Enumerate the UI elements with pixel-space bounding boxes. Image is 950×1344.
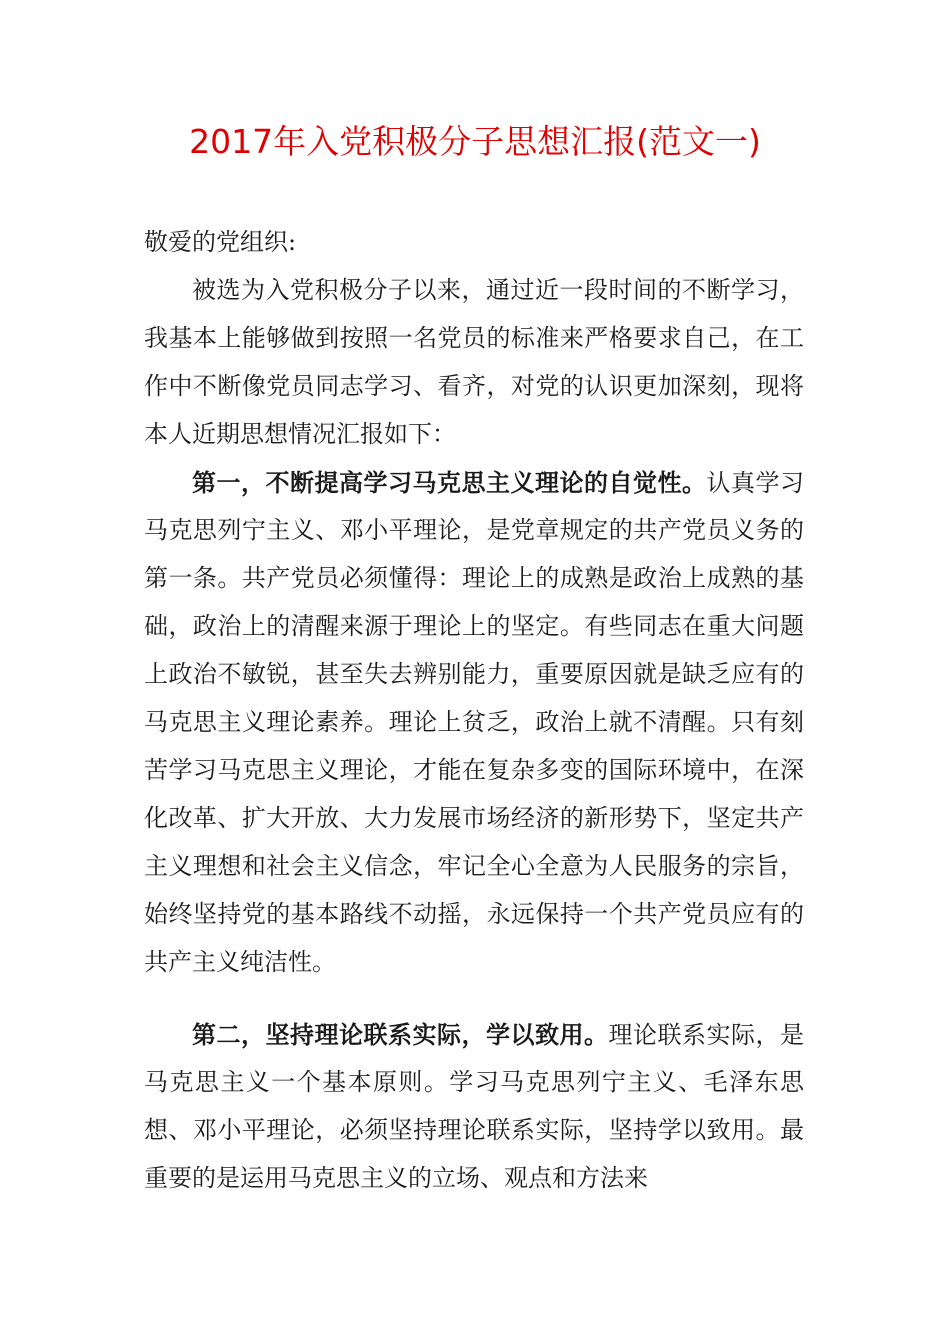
- paragraph-point-two: [144, 1011, 804, 1204]
- salutation: 敬爱的党组织:: [144, 228, 297, 256]
- paragraph-text: 认真学习马克思列宁主义、邓小平理论，是党章规定的共产党员义务的第一条。共产党员必须懂得：理论上的成熟是政治上成熟的基础，政治上的清醒来源于理论上的坚定。有些同志在重大问题上政治不敏锐，甚至失去辨别能力，重要原因就是缺乏应有的马克思主义理论素养。理论上贫乏，政治上就不清醒。只有刻苦学习马克思主义理论，才能在复杂多变的国际环境中，在深化改革、扩大开放、大力发展市场经济的新形势下，坚定共产主义理想和社会主义信念，牢记全心全意为人民服务的宗旨，始终坚持党的基本路线不动摇，永远保持一个共产党员应有的共产主义纯洁性。: [144, 468, 804, 976]
- paragraph-lead: 第一，不断提高学习马克思主义理论的自觉性。: [192, 467, 707, 497]
- paragraph-point-one: [144, 459, 804, 987]
- paragraph-intro: [144, 267, 804, 459]
- document-title: 2017年入党积极分子思想汇报(范文一): [189, 122, 761, 161]
- document-body: [144, 219, 804, 1203]
- paragraph-text: 理论联系实际，是马克思主义一个基本原则。学习马克思列宁主义、毛泽东思想、邓小平理论，必须坚持理论联系实际，坚持学以致用。最重要的是运用马克思主义的立场、观点和方法来: [144, 1020, 804, 1193]
- paragraph-lead: 第二，坚持理论联系实际，学以致用。: [192, 1019, 609, 1049]
- paragraph-text: 被选为入党积极分子以来，通过近一段时间的不断学习，我基本上能够做到按照一名党员的标准来严格要求自己，在工作中不断像党员同志学习、看齐，对党的认识更加深刻，现将本人近期思想情况汇报如下：: [144, 275, 804, 448]
